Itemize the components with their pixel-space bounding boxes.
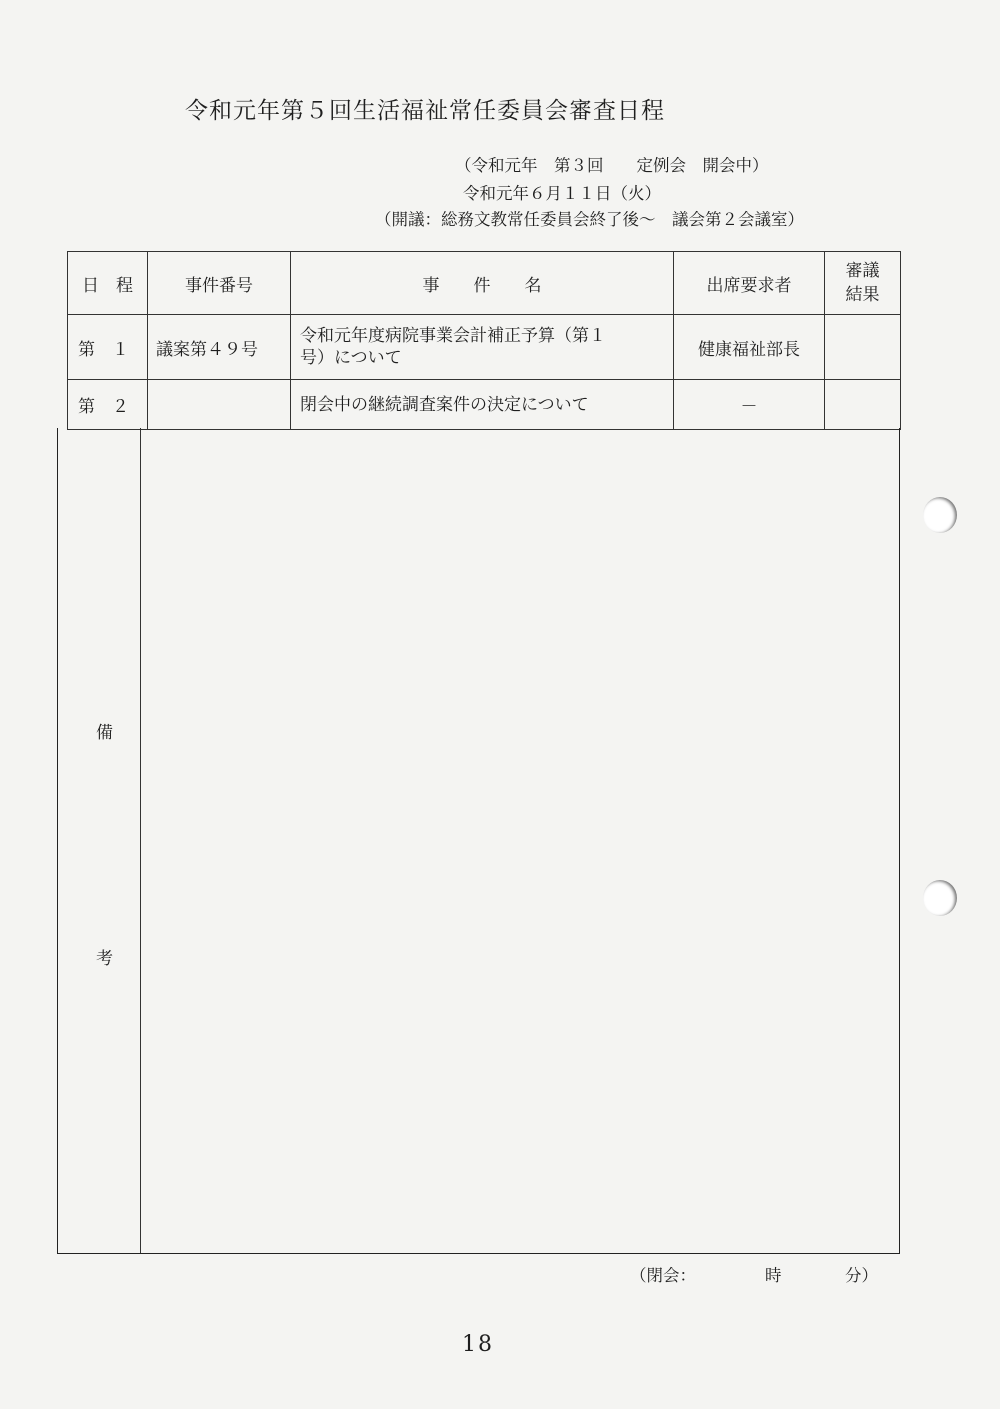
row-case-name: 令和元年度病院事業会計補正予算（第１号）について <box>291 315 674 380</box>
schedule-table <box>67 251 901 430</box>
punch-hole-top <box>923 497 957 533</box>
session-info: （令和元年 第３回 定例会 開会中） <box>455 156 769 175</box>
closing-time-line <box>630 1262 878 1286</box>
row-requested-attendee: － <box>674 380 825 430</box>
closing-minute: 分） <box>845 1266 878 1285</box>
row-day: 第 ２ <box>68 380 148 430</box>
meeting-date: 令和元年６月１１日（火） <box>463 184 661 203</box>
row-case-name: 閉会中の継続調査案件の決定について <box>291 380 674 430</box>
row-day: 第 １ <box>68 315 148 380</box>
header-case-number: 事件番号 <box>148 252 291 315</box>
document-title: 令和元年第５回生活福祉常任委員会審査日程 <box>185 98 665 124</box>
remarks-label-top: 備 <box>96 723 113 743</box>
header-requested-attendee: 出席要求者 <box>674 252 825 315</box>
punch-hole-bottom <box>923 880 957 916</box>
header-result: 審議結果 <box>825 252 901 315</box>
row-case-number <box>148 380 291 430</box>
table-row <box>68 315 901 380</box>
row-result <box>825 380 901 430</box>
remarks-box <box>57 428 900 1254</box>
row-result <box>825 315 901 380</box>
header-case-name: 事 件 名 <box>291 252 674 315</box>
closing-prefix: （閉会： <box>630 1266 696 1285</box>
remarks-divider <box>140 428 141 1253</box>
table-header-row <box>68 252 901 315</box>
row-case-number: 議案第４９号 <box>148 315 291 380</box>
header-day: 日 程 <box>68 252 148 315</box>
table-row <box>68 380 901 430</box>
remarks-label-bottom: 考 <box>96 949 113 969</box>
closing-hour: 時 <box>765 1266 782 1285</box>
page-number: 18 <box>462 1332 494 1357</box>
row-requested-attendee: 健康福祉部長 <box>674 315 825 380</box>
meeting-time-place: （開議：総務文教常任委員会終了後～ 議会第２会議室） <box>375 210 804 229</box>
